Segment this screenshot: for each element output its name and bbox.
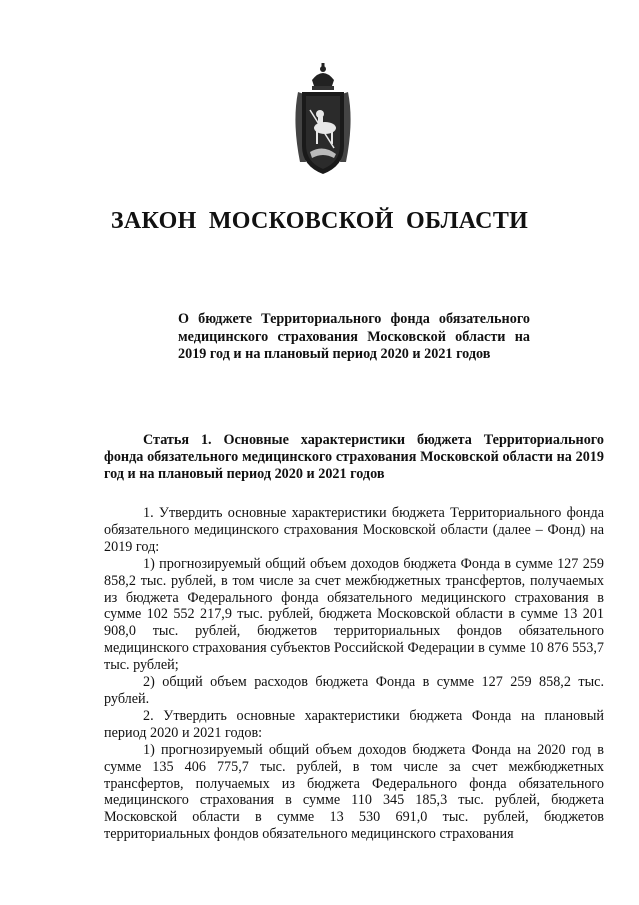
paragraph: 1) прогнозируемый общий объем доходов бюджета Фонда на 2020 год в сумме 135 406 775,7 тыс. рублей, в том числе за счет межбюджетных трансфертов, получаемых из бюджета Федерального фонда обязательного медицинского страхования в сумме 110 345 185,3 тыс. рублей, бюджета Московской области в сумме 13 530 691,0 тыс. рублей, бюджетов территориальных фондов обязательного медицинского страхования: [104, 741, 604, 843]
paragraph: 1) прогнозируемый общий объем доходов бюджета Фонда в сумме 127 259 858,2 тыс. рублей, в том числе за счет межбюджетных трансфертов, получаемых из бюджета Федерального фонда обязательного медицинского страхования в сумме 102 552 217,9 тыс. рублей, бюджета Московской области в сумме 13 201 908,0 тыс. рублей, бюджетов территориальных фондов обязательного медицинского страхования субъектов Российской Федерации в сумме 10 876 553,7 тыс. рублей;: [104, 555, 604, 674]
paragraph: 2) общий объем расходов бюджета Фонда в сумме 127 259 858,2 тыс. рублей.: [104, 674, 604, 707]
document-body: [104, 505, 604, 843]
paragraph: 1. Утвердить основные характеристики бюджета Территориального фонда обязательного медицинского страхования Московской области (далее – Фонд) на 2019 год:: [104, 505, 604, 555]
coat-of-arms-emblem: [290, 62, 356, 180]
article-heading: Статья 1. Основные характеристики бюджета Территориального фонда обязательного медицинского страхования Московской области на 2019 год и на плановый период 2020 и 2021 годов: [104, 432, 604, 482]
law-title: ЗАКОН МОСКОВСКОЙ ОБЛАСТИ: [110, 208, 529, 234]
law-subject: О бюджете Территориального фонда обязательного медицинского страхования Московской области на 2019 год и на плановый период 2020 и 2021 годов: [178, 311, 530, 362]
paragraph: 2. Утвердить основные характеристики бюджета Фонда на плановый период 2020 и 2021 годов:: [104, 707, 604, 741]
